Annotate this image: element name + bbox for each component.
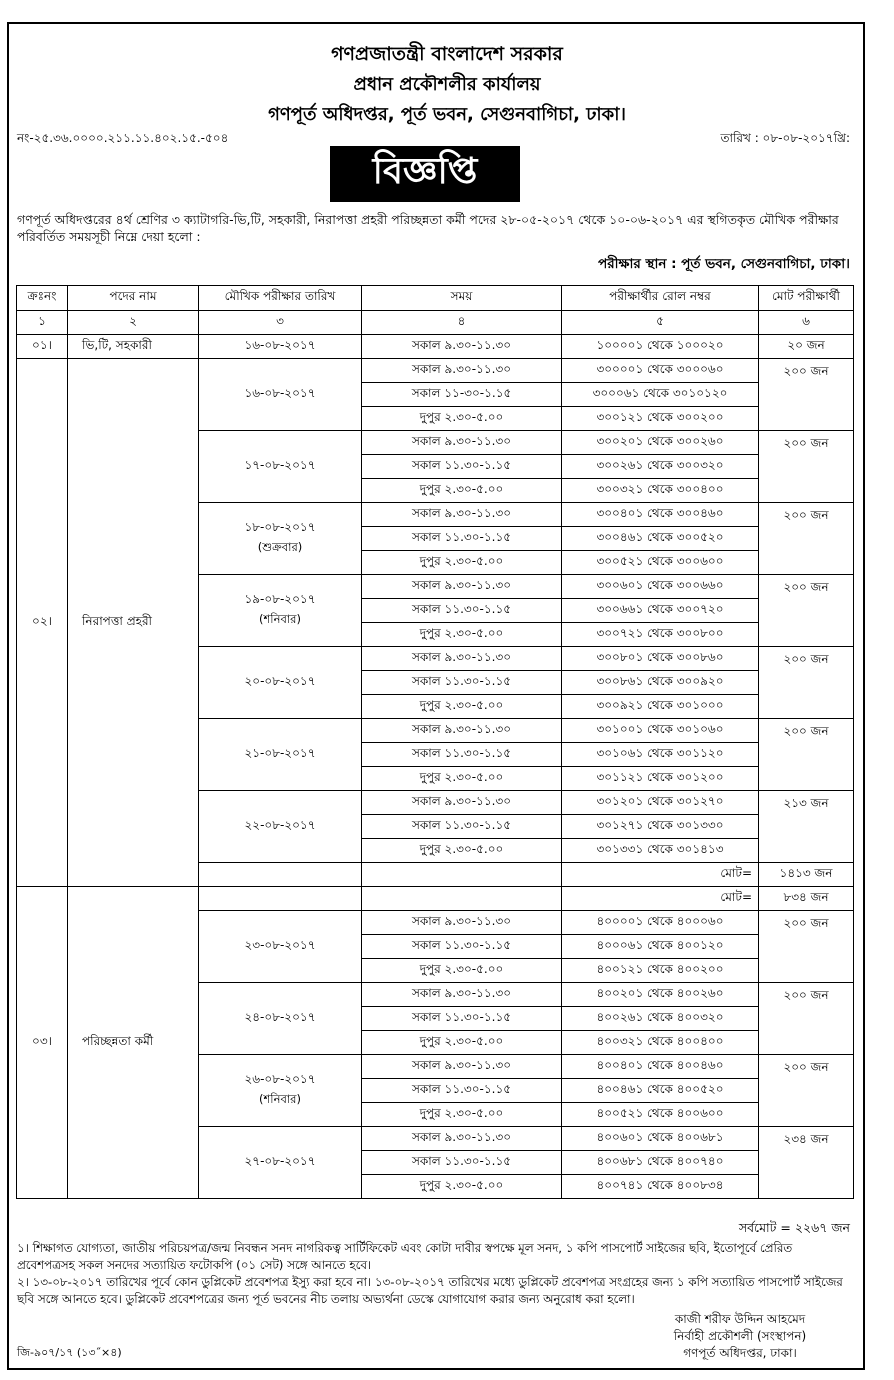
exam-time: সকাল ৯.৩০-১১.৩০ <box>362 719 562 743</box>
office-title: প্রধান প্রকৌশলীর কার্যালয় <box>353 74 541 95</box>
exam-date: ১৬-০৮-২০১৭ <box>199 335 362 359</box>
table-header-row <box>17 286 854 311</box>
candidate-total: ২০০ জন <box>759 911 854 983</box>
exam-date-cell <box>199 503 362 575</box>
roll-range: ৪০০২৬১ থেকে ৪০০৩২০ <box>562 1007 759 1031</box>
post-name: নিরাপত্তা প্রহরী <box>68 359 199 887</box>
subtotal-label: মোট= <box>562 887 759 911</box>
subtotal-row <box>17 887 854 911</box>
exam-date-cell <box>199 1055 362 1127</box>
exam-place: পরীক্ষার স্থান : পূর্ত ভবন, সেগুনবাগিচা, ঢাকা। <box>598 256 850 272</box>
exam-time: সকাল ৯.৩০-১১.৩০ <box>362 1055 562 1079</box>
candidate-total: ২১৩ জন <box>759 791 854 863</box>
col-number: ৪ <box>362 311 562 335</box>
note-item: ১। শিক্ষাগত যোগ্যতা, জাতীয় পরিচয়পত্র/জন্ম নিবন্ধন সনদ নাগরিকত্ব সার্টিফিকেট এবং কোটা দাবীর স্বপক্ষে মূল সনদ, ১ কপি পাসপোর্ট সাইজের ছবি, ইতোপূর্বে প্রেরিত প্রবেশপত্রসহ সকল সনদের সত্যায়িত ফটোকপি (০১ সেট) সঙ্গে আনতে হবে। <box>17 1241 793 1272</box>
exam-date: ১৯-০৮-২০১৭ <box>244 592 316 606</box>
candidate-total: ২০০ জন <box>759 1055 854 1127</box>
exam-time: সকাল ৯.৩০-১১.৩০ <box>362 647 562 671</box>
exam-time: সকাল ১১.৩০-১.১৫ <box>362 815 562 839</box>
exam-time: দুপুর ২.৩০-৫.০০ <box>362 695 562 719</box>
exam-time: সকাল ১১.৩০-১.১৫ <box>362 1079 562 1103</box>
subtotal-empty-date <box>199 887 362 911</box>
exam-time: দুপুর ২.৩০-৫.০০ <box>362 767 562 791</box>
roll-range: ৩০১২০১ থেকে ৩০১২৭০ <box>562 791 759 815</box>
roll-range: ৩০১০৬১ থেকে ৩০১১২০ <box>562 743 759 767</box>
exam-time: দুপুর ২.৩০-৫.০০ <box>362 479 562 503</box>
note-item: ২। ১৩-০৮-২০১৭ তারিখের পূর্বে কোন ডুপ্লিকেট প্রবেশপত্র ইস্যু করা হবে না। ১৩-০৮-২০১৭ তারিখের মধ্যে ডুপ্লিকেট প্রবেশপত্র সংগ্রহের জন্য ১ কপি সত্যায়িত পাসপোর্ট সাইজের ছবি সঙ্গে আনতে হবে। ডুপ্লিকেট প্রবেশপত্রের জন্য পূর্ত ভবনের নীচ তলায় অভ্যর্থনা ডেস্কে যোগাযোগ করার জন্য অনুরোধ করা হলো। <box>17 1275 843 1306</box>
candidate-total: ২০০ জন <box>759 359 854 431</box>
exam-date: ২৪-০৮-২০১৭ <box>244 1009 316 1024</box>
exam-time: দুপুর ২.৩০-৫.০০ <box>362 839 562 863</box>
roll-range: ৩০০১২১ থেকে ৩০০২০০ <box>562 407 759 431</box>
roll-range: ৩০১১২১ থেকে ৩০১২০০ <box>562 767 759 791</box>
exam-time: দুপুর ২.৩০-৫.০০ <box>362 959 562 983</box>
intro-paragraph: গণপূর্ত অধিদপ্তরের ৪র্থ শ্রেণির ৩ ক্যাটাগরি-ভি,টি, সহকারী, নিরাপত্তা প্রহরী পরিচ্ছন্নতা কর্মী পদের ২৮-০৫-২০১৭ থেকে ১০-০৬-২০১৭ এর স্থগিতকৃত মৌখিক পরীক্ষার পরিবর্তিত সময়সূচী নিম্নে দেয়া হলো : <box>17 212 839 244</box>
post-name: পরিচ্ছন্নতা কর্মী <box>68 887 199 1199</box>
roll-range: ৩০০৯২১ থেকে ৩০১০০০ <box>562 695 759 719</box>
exam-date: ২০-০৮-২০১৭ <box>244 673 316 688</box>
exam-date-cell <box>199 647 362 719</box>
roll-range: ৪০০৬০১ থেকে ৪০০৬৮১ <box>562 1127 759 1151</box>
candidate-total: ২০০ জন <box>759 431 854 503</box>
roll-range: ৩০০০৬১ থেকে ৩০১০১২০ <box>562 383 759 407</box>
exam-time: সকাল ৯.৩০-১১.৩০ <box>362 911 562 935</box>
exam-time: সকাল ১১.৩০-১.১৫ <box>362 527 562 551</box>
roll-range: ৩০০৪০১ থেকে ৩০০৪৬০ <box>562 503 759 527</box>
col-header-date: মৌখিক পরীক্ষার তারিখ <box>199 286 362 311</box>
candidate-total: ২০০ জন <box>759 503 854 575</box>
exam-time: সকাল ৯.৩০-১১.৩০ <box>362 575 562 599</box>
roll-range: ৪০০৩২১ থেকে ৪০০৪০০ <box>562 1031 759 1055</box>
col-number: ৫ <box>562 311 759 335</box>
roll-range: ৩০০৫২১ থেকে ৩০০৬০০ <box>562 551 759 575</box>
exam-time: সকাল ১১.৩০-১.১৫ <box>362 1151 562 1175</box>
serial-number: ০৩। <box>17 887 68 1199</box>
exam-day: (শুক্রবার) <box>257 540 303 554</box>
exam-time: সকাল ৯.৩০-১১.৩০ <box>362 359 562 383</box>
col-number: ১ <box>17 311 68 335</box>
exam-date-cell <box>199 359 362 431</box>
exam-date-cell <box>199 431 362 503</box>
table-row <box>17 335 854 359</box>
roll-range: ৩০১২৭১ থেকে ৩০১৩৩০ <box>562 815 759 839</box>
exam-date: ২৬-০৮-২০১৭ <box>244 1072 316 1086</box>
roll-range: ৪০০২০১ থেকে ৪০০২৬০ <box>562 983 759 1007</box>
roll-range: ৩০০৮০১ থেকে ৩০০৮৬০ <box>562 647 759 671</box>
exam-date: ১৭-০৮-২০১৭ <box>244 457 316 472</box>
exam-date: ১৬-০৮-২০১৭ <box>244 385 316 400</box>
roll-range: ১০০০০১ থেকে ১০০০২০ <box>562 335 759 359</box>
col-header-post: পদের নাম <box>68 286 199 311</box>
exam-time: সকাল ১১.৩০-১.১৫ <box>362 1007 562 1031</box>
exam-time: সকাল ৯.৩০-১১.৩০ <box>362 1127 562 1151</box>
col-number: ৩ <box>199 311 362 335</box>
exam-time: দুপুর ২.৩০-৫.০০ <box>362 1103 562 1127</box>
exam-time: সকাল ১১.৩০-১.১৫ <box>362 743 562 767</box>
exam-time: সকাল ১১-৩০-১.১৫ <box>362 383 562 407</box>
post-name: ভি,টি, সহকারী <box>68 335 199 359</box>
schedule-table <box>16 285 854 1199</box>
signatory-designation: নির্বাহী প্রকৌশলী (সংস্থাপন) <box>673 1329 807 1343</box>
exam-time: সকাল ৯.৩০-১১.৩০ <box>362 335 562 359</box>
col-number: ৬ <box>759 311 854 335</box>
exam-date: ২২-০৮-২০১৭ <box>244 817 316 832</box>
exam-time: সকাল ৯.৩০-১১.৩০ <box>362 503 562 527</box>
candidate-total: ২০০ জন <box>759 647 854 719</box>
exam-time: সকাল ১১.৩০-১.১৫ <box>362 599 562 623</box>
exam-date: ১৮-০৮-২০১৭ <box>244 520 316 534</box>
subtotal-empty-time <box>362 887 562 911</box>
exam-time: সকাল ৯.৩০-১১.৩০ <box>362 983 562 1007</box>
roll-range: ৩০১৩৩১ থেকে ৩০১৪১৩ <box>562 839 759 863</box>
roll-range: ৪০০০৬১ থেকে ৪০০১২০ <box>562 935 759 959</box>
serial-number: ০১। <box>17 335 68 359</box>
roll-range: ৩০০৬৬১ থেকে ৩০০৭২০ <box>562 599 759 623</box>
exam-time: সকাল ৯.৩০-১১.৩০ <box>362 791 562 815</box>
exam-date-cell <box>199 791 362 863</box>
col-header-sn: ক্রঃনং <box>17 286 68 311</box>
col-number: ২ <box>68 311 199 335</box>
exam-date-cell <box>199 911 362 983</box>
roll-range: ৪০০৭৪১ থেকে ৪০০৮৩৪ <box>562 1175 759 1199</box>
col-header-roll: পরীক্ষার্থীর রোল নম্বর <box>562 286 759 311</box>
roll-range: ৩০০০০১ থেকে ৩০০০৬০ <box>562 359 759 383</box>
exam-time: দুপুর ২.৩০-৫.০০ <box>362 623 562 647</box>
subtotal-value: ১৪১৩ জন <box>759 863 854 887</box>
roll-range: ৩০০২০১ থেকে ৩০০২৬০ <box>562 431 759 455</box>
notice-date: তারিখ : ০৮-০৮-২০১৭খ্রি: <box>720 131 850 145</box>
exam-time: সকাল ১১.৩০-১.১৫ <box>362 671 562 695</box>
subtotal-value: ৮৩৪ জন <box>759 887 854 911</box>
candidate-total: ২০০ জন <box>759 719 854 791</box>
roll-range: ৩০০৪৬১ থেকে ৩০০৫২০ <box>562 527 759 551</box>
roll-range: ৩০০২৬১ থেকে ৩০০৩২০ <box>562 455 759 479</box>
table-row <box>17 359 854 383</box>
exam-time: দুপুর ২.৩০-৫.০০ <box>362 1031 562 1055</box>
exam-date: ২৭-০৮-২০১৭ <box>244 1153 316 1168</box>
subtotal-label: মোট= <box>562 863 759 887</box>
candidate-total: ২৩৪ জন <box>759 1127 854 1199</box>
exam-day: (শনিবার) <box>259 612 301 626</box>
roll-range: ৪০০০০১ থেকে ৪০০০৬০ <box>562 911 759 935</box>
grand-total: সর্বমোট = ২২৬৭ জন <box>738 1220 850 1235</box>
subtotal-empty-time <box>362 863 562 887</box>
roll-range: ৩০০৬০১ থেকে ৩০০৬৬০ <box>562 575 759 599</box>
roll-range: ৩০০৮৬১ থেকে ৩০০৯২০ <box>562 671 759 695</box>
exam-date-cell <box>199 983 362 1055</box>
signature-block <box>630 1311 850 1362</box>
exam-date: ২৩-০৮-২০১৭ <box>244 937 316 952</box>
column-number-row <box>17 311 854 335</box>
signatory-name: কাজী শরীফ উদ্দিন আহমেদ <box>674 1312 806 1326</box>
signatory-office: গণপূর্ত অধিদপ্তর, ঢাকা। <box>683 1346 797 1360</box>
subtotal-empty-date <box>199 863 362 887</box>
exam-time: সকাল ৯.৩০-১১.৩০ <box>362 431 562 455</box>
candidate-total: ২০০ জন <box>759 983 854 1055</box>
exam-time: সকাল ১১.৩০-১.১৫ <box>362 455 562 479</box>
col-header-time: সময় <box>362 286 562 311</box>
memo-number: নং-২৫.৩৬.০০০০.২১১.১১.৪০২.১৫.-৫০৪ <box>17 131 229 145</box>
roll-range: ৪০০৫২১ থেকে ৪০০৬০০ <box>562 1103 759 1127</box>
roll-range: ৩০০৩২১ থেকে ৩০০৪০০ <box>562 479 759 503</box>
exam-date-cell <box>199 719 362 791</box>
notes <box>17 1240 853 1308</box>
govt-title: গণপ্রজাতন্ত্রী বাংলাদেশ সরকার <box>331 43 563 65</box>
roll-range: ৩০১০০১ থেকে ৩০১০৬০ <box>562 719 759 743</box>
col-header-total: মোট পরীক্ষার্থী <box>759 286 854 311</box>
serial-number: ০২। <box>17 359 68 887</box>
candidate-total: ২০ জন <box>759 335 854 359</box>
exam-time: সকাল ১১.৩০-১.১৫ <box>362 935 562 959</box>
exam-time: দুপুর ২.৩০-৫.০০ <box>362 1175 562 1199</box>
exam-date: ২১-০৮-২০১৭ <box>244 745 316 760</box>
roll-range: ৪০০৪৬১ থেকে ৪০০৫২০ <box>562 1079 759 1103</box>
roll-range: ৪০০১২১ থেকে ৪০০২০০ <box>562 959 759 983</box>
roll-range: ৪০০৪০১ থেকে ৪০০৪৬০ <box>562 1055 759 1079</box>
exam-date-cell <box>199 575 362 647</box>
exam-time: দুপুর ২.৩০-৫.০০ <box>362 551 562 575</box>
exam-day: (শনিবার) <box>259 1092 301 1106</box>
office-address: গণপূর্ত অধিদপ্তর, পূর্ত ভবন, সেগুনবাগিচা, ঢাকা। <box>268 104 626 125</box>
roll-range: ৪০০৬৮১ থেকে ৪০০৭৪০ <box>562 1151 759 1175</box>
exam-time: দুপুর ২.৩০-৫.০০ <box>362 407 562 431</box>
notice-title: বিজ্ঞপ্তি <box>330 146 520 202</box>
roll-range: ৩০০৭২১ থেকে ৩০০৮০০ <box>562 623 759 647</box>
print-code: জি-৯০৭/১৭ (১৩˝×৪) <box>17 1346 122 1359</box>
exam-date-cell <box>199 1127 362 1199</box>
candidate-total: ২০০ জন <box>759 575 854 647</box>
